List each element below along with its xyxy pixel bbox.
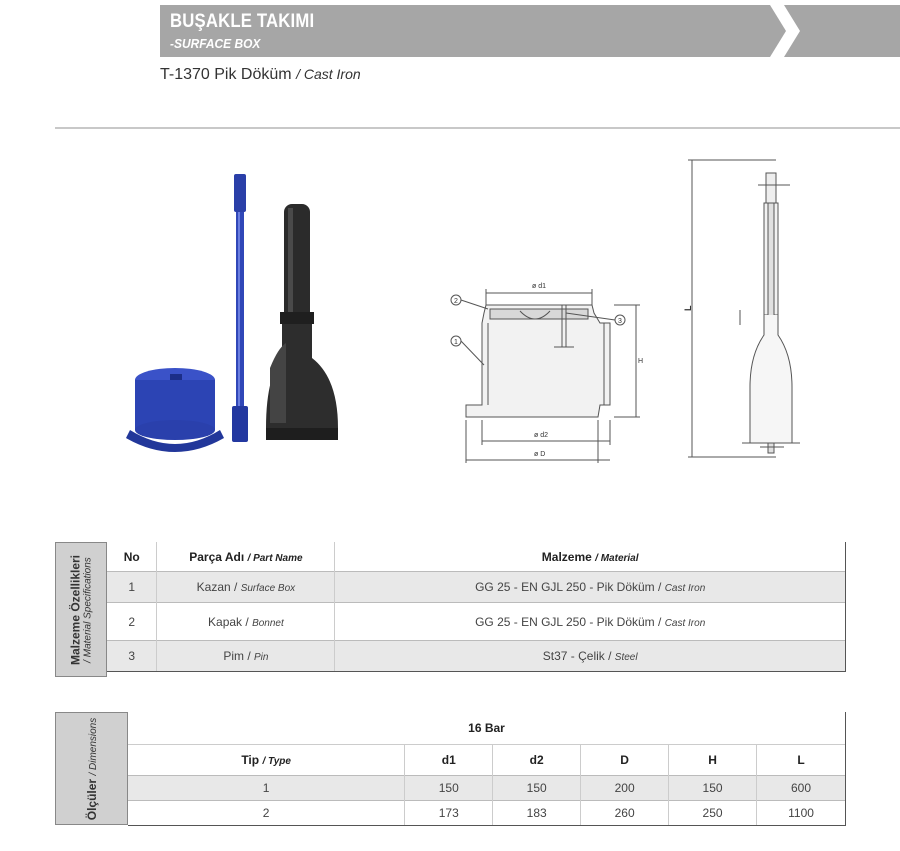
cell-material-tr: GG 25 - EN GJL 250 - Pik Döküm /	[475, 580, 662, 594]
table-row	[128, 801, 846, 826]
product-material-en: / Cast Iron	[296, 66, 361, 82]
dimension-header-row	[128, 745, 846, 776]
cell-D: 260	[581, 801, 669, 826]
label-H: H	[638, 358, 644, 365]
cell-part-en: Pin	[254, 652, 269, 663]
cell-L: 600	[757, 776, 846, 801]
material-table	[107, 542, 846, 672]
cell-H: 250	[669, 801, 757, 826]
header-tip-tr: Tip	[241, 753, 260, 767]
cell-material-en: Cast Iron	[664, 617, 706, 629]
label-d2: ø d2	[534, 432, 549, 439]
header-D: D	[581, 745, 669, 776]
cell-material	[335, 641, 846, 672]
cell-part-en: Surface Box	[240, 583, 296, 594]
header-no: No	[107, 542, 157, 572]
cell-tip: 2	[128, 801, 405, 826]
cell-part	[157, 572, 335, 603]
cell-material-en: Steel	[614, 652, 638, 663]
header-part-tr: Parça Adı	[189, 549, 245, 564]
header-d2: d2	[493, 745, 581, 776]
table-row	[107, 603, 846, 641]
page-title: BUŞAKLE TAKIMI	[170, 11, 315, 32]
dimension-side-title: Ölçüler	[84, 778, 99, 820]
cell-H: 150	[669, 776, 757, 801]
table-row	[107, 572, 846, 603]
callout-1: 1	[454, 339, 458, 346]
cell-part	[157, 603, 335, 641]
header-tip-en: / Type	[262, 756, 291, 767]
dimension-table	[128, 712, 846, 826]
product-line	[160, 66, 361, 84]
header-banner	[160, 5, 900, 57]
header-d1: d1	[405, 745, 493, 776]
header-tip	[128, 745, 405, 776]
material-side-title: Malzeme Özellikleri	[68, 554, 83, 665]
header-part-en: / Part Name	[247, 552, 303, 564]
pressure-row	[128, 712, 846, 745]
cell-d2: 150	[493, 776, 581, 801]
section-drawing	[440, 275, 660, 465]
dimension-side-label	[55, 712, 128, 825]
header-L: L	[757, 745, 846, 776]
header-H: H	[669, 745, 757, 776]
table-row	[107, 641, 846, 672]
page-subtitle: -SURFACE BOX	[170, 36, 261, 51]
cell-material	[335, 572, 846, 603]
label-d1: ø d1	[532, 283, 547, 290]
side-drawing	[680, 155, 820, 465]
cell-part-tr: Kazan /	[196, 580, 238, 594]
cell-material-tr: GG 25 - EN GJL 250 - Pik Döküm /	[475, 614, 662, 629]
cell-tip: 1	[128, 776, 405, 801]
cell-material	[335, 603, 846, 641]
cell-d1: 150	[405, 776, 493, 801]
cell-material-tr: St37 - Çelik /	[542, 649, 612, 663]
divider	[55, 127, 900, 129]
cell-d2: 183	[493, 801, 581, 826]
table-row	[128, 776, 846, 801]
cell-part-tr: Pim /	[223, 649, 251, 663]
cell-d1: 173	[405, 801, 493, 826]
label-L: L	[683, 305, 693, 311]
product-code: T-1370 Pik Döküm	[160, 66, 292, 83]
cell-part	[157, 641, 335, 672]
cell-no: 3	[107, 641, 157, 672]
cell-D: 200	[581, 776, 669, 801]
product-photo	[120, 168, 360, 458]
material-header-row	[107, 542, 846, 572]
pressure-label: 16 Bar	[128, 712, 846, 745]
cell-part-tr: Kapak /	[208, 614, 249, 629]
material-side-title-en: / Material Specifications	[82, 556, 94, 663]
cell-material-en: Cast Iron	[664, 583, 706, 594]
header-part	[157, 542, 335, 572]
header-material-en: / Material	[595, 552, 639, 564]
cell-no: 2	[107, 603, 157, 641]
material-side-label	[55, 542, 107, 677]
header-material-tr: Malzeme	[541, 549, 592, 564]
cell-part-en: Bonnet	[252, 617, 284, 629]
label-D: ø D	[534, 451, 546, 458]
callout-3: 3	[618, 318, 622, 325]
callout-2: 2	[454, 298, 458, 305]
cell-no: 1	[107, 572, 157, 603]
cell-L: 1100	[757, 801, 846, 826]
dimension-side-title-en: / Dimensions	[87, 717, 99, 776]
header-material	[335, 542, 846, 572]
